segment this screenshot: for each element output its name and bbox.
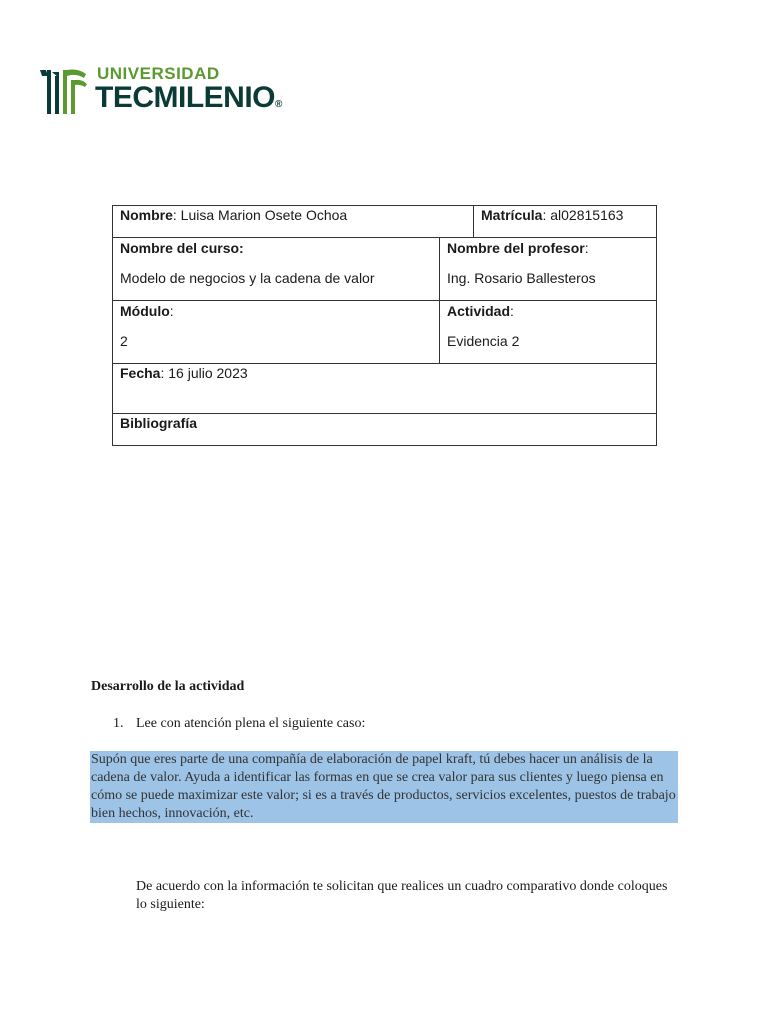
fecha-cell [113,364,657,414]
actividad-label: Actividad [447,303,511,319]
actividad-cell [440,301,657,364]
logo-line-tecmilenio [95,81,282,115]
list-number: 1. [113,716,124,731]
curso-cell [113,238,440,301]
instruction-paragraph: De acuerdo con la información te solicitan que realices un cuadro comparativo donde coloques lo siguiente: [136,879,668,912]
bibliografia-cell [113,414,657,446]
registered-mark: ® [275,99,282,110]
nombre-cell [113,206,474,238]
matricula-value: : al02815163 [542,207,624,223]
profesor-colon: : [584,240,589,256]
modulo-label: Módulo [120,303,170,319]
actividad-colon: : [510,303,514,319]
matricula-cell [474,206,657,238]
curso-label: Nombre del curso: [120,240,244,256]
profesor-value: Ing. Rosario Ballesteros [447,270,596,286]
logo-wordmark: TECMILENIO [95,81,275,114]
fecha-value: : 16 julio 2023 [160,365,248,381]
modulo-cell [113,301,440,364]
university-logo [38,64,298,120]
modulo-colon: : [169,303,174,319]
profesor-cell [440,238,657,301]
list-text: Lee con atención plena el siguiente caso: [136,716,366,731]
actividad-value: Evidencia 2 [447,333,520,349]
bibliografia-label: Bibliografía [120,415,198,431]
nombre-value: : Luisa Marion Osete Ochoa [172,207,348,223]
highlighted-case-text: Supón que eres parte de una compañía de elaboración de papel kraft, tú debes hacer un análisis de la cadena de valor. Ayuda a identificar las formas en que se crea valor para sus clientes y luego piensa en cómo se puede maximizar este valor; si es a través de productos, servicios excelentes, puestos de trabajo bien hechos, innovación, etc. [90,751,678,823]
profesor-label: Nombre del profesor [447,240,585,256]
section-heading: Desarrollo de la actividad [91,679,245,694]
tecmilenio-emblem-icon [38,66,90,116]
curso-value: Modelo de negocios y la cadena de valor [120,270,375,286]
list-item [113,716,365,732]
student-info-table [112,205,657,446]
logo-line-universidad: UNIVERSIDAD [97,64,220,83]
modulo-value: 2 [120,333,128,349]
fecha-label: Fecha [120,365,161,381]
nombre-label: Nombre [120,207,173,223]
matricula-label: Matrícula [481,207,543,223]
